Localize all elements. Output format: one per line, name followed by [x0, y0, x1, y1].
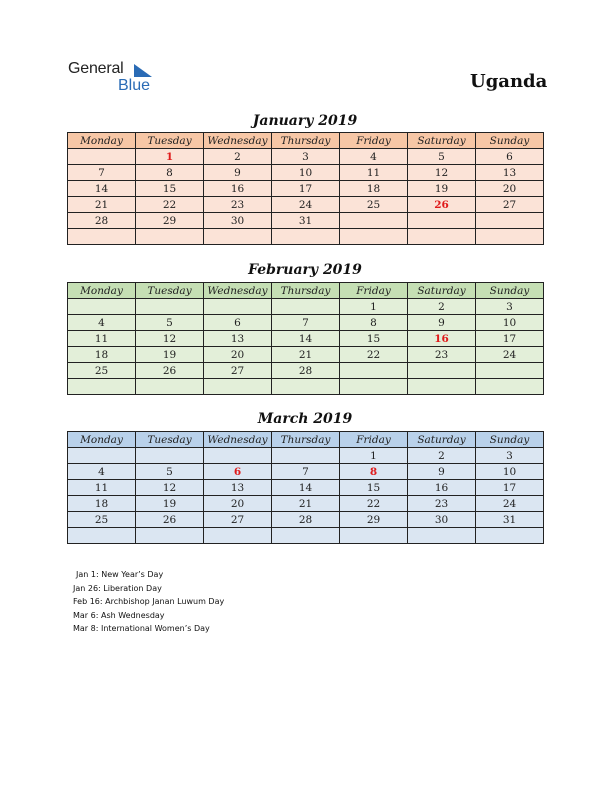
empty-cell [340, 363, 408, 379]
day-cell: 24 [476, 496, 544, 512]
week-row [68, 528, 544, 544]
weekday-header: Wednesday [204, 133, 272, 149]
month-title-january: January 2019 [252, 113, 358, 129]
day-cell: 15 [340, 480, 408, 496]
empty-cell [68, 149, 136, 165]
week-row [68, 197, 544, 213]
day-cell: 7 [272, 464, 340, 480]
empty-cell [476, 528, 544, 544]
holiday-day-cell: 1 [136, 149, 204, 165]
weekday-header: Tuesday [136, 133, 204, 149]
empty-cell [408, 379, 476, 395]
day-cell: 29 [340, 512, 408, 528]
weekday-header: Monday [68, 133, 136, 149]
day-cell: 22 [340, 496, 408, 512]
day-cell: 21 [68, 197, 136, 213]
empty-cell [68, 299, 136, 315]
day-cell: 1 [340, 299, 408, 315]
week-row [68, 149, 544, 165]
week-row [68, 480, 544, 496]
day-cell: 23 [408, 496, 476, 512]
day-cell: 1 [340, 448, 408, 464]
day-cell: 24 [272, 197, 340, 213]
day-cell: 13 [204, 480, 272, 496]
day-cell: 18 [68, 347, 136, 363]
month-title-march: March 2019 [257, 411, 353, 427]
day-cell: 6 [476, 149, 544, 165]
day-cell: 10 [272, 165, 340, 181]
day-cell: 27 [204, 363, 272, 379]
day-cell: 2 [408, 448, 476, 464]
day-cell: 24 [476, 347, 544, 363]
day-cell: 25 [68, 512, 136, 528]
weekday-header: Friday [340, 432, 408, 448]
empty-cell [408, 528, 476, 544]
weekday-header: Thursday [272, 283, 340, 299]
empty-cell [272, 379, 340, 395]
holiday-day-cell: 6 [204, 464, 272, 480]
day-cell: 5 [408, 149, 476, 165]
day-cell: 13 [204, 331, 272, 347]
holiday-item: Jan 26: Liberation Day [73, 583, 162, 593]
weekday-header: Saturday [408, 283, 476, 299]
day-cell: 19 [136, 496, 204, 512]
day-cell: 11 [68, 480, 136, 496]
day-cell: 21 [272, 347, 340, 363]
day-cell: 22 [136, 197, 204, 213]
day-cell: 15 [136, 181, 204, 197]
day-cell: 2 [408, 299, 476, 315]
empty-cell [204, 528, 272, 544]
weekday-header: Wednesday [204, 283, 272, 299]
weekday-header: Sunday [476, 432, 544, 448]
week-row [68, 464, 544, 480]
week-row [68, 229, 544, 245]
weekday-header: Tuesday [136, 283, 204, 299]
week-row [68, 299, 544, 315]
empty-cell [408, 229, 476, 245]
empty-cell [476, 213, 544, 229]
day-cell: 6 [204, 315, 272, 331]
calendar-january [67, 132, 544, 245]
holiday-day-cell: 26 [408, 197, 476, 213]
day-cell: 20 [204, 496, 272, 512]
day-cell: 14 [68, 181, 136, 197]
weekday-header: Friday [340, 283, 408, 299]
day-cell: 28 [272, 363, 340, 379]
empty-cell [476, 229, 544, 245]
holiday-item: Mar 6: Ash Wednesday [73, 610, 165, 620]
day-cell: 8 [340, 315, 408, 331]
day-cell: 30 [204, 213, 272, 229]
calendar-march [67, 431, 544, 544]
holiday-list [73, 568, 224, 636]
logo-text-general: General [68, 60, 124, 77]
weekday-header: Saturday [408, 133, 476, 149]
weekday-header-row [68, 283, 544, 299]
empty-cell [204, 448, 272, 464]
day-cell: 4 [68, 315, 136, 331]
empty-cell [136, 299, 204, 315]
day-cell: 3 [476, 448, 544, 464]
week-row [68, 363, 544, 379]
month-title-february: February 2019 [248, 262, 362, 278]
weekday-header: Tuesday [136, 432, 204, 448]
day-cell: 12 [136, 331, 204, 347]
day-cell: 20 [204, 347, 272, 363]
day-cell: 17 [476, 480, 544, 496]
country-title: Uganda [470, 71, 548, 92]
logo-triangle-icon [134, 64, 152, 77]
day-cell: 10 [476, 464, 544, 480]
week-row [68, 379, 544, 395]
day-cell: 29 [136, 213, 204, 229]
day-cell: 11 [68, 331, 136, 347]
empty-cell [136, 528, 204, 544]
empty-cell [272, 299, 340, 315]
weekday-header-row [68, 133, 544, 149]
empty-cell [476, 379, 544, 395]
day-cell: 4 [68, 464, 136, 480]
day-cell: 20 [476, 181, 544, 197]
day-cell: 28 [272, 512, 340, 528]
empty-cell [204, 379, 272, 395]
week-row [68, 512, 544, 528]
weekday-header: Thursday [272, 133, 340, 149]
empty-cell [68, 379, 136, 395]
day-cell: 18 [68, 496, 136, 512]
day-cell: 31 [272, 213, 340, 229]
day-cell: 19 [136, 347, 204, 363]
day-cell: 17 [476, 331, 544, 347]
holiday-item: Feb 16: Archbishop Janan Luwum Day [73, 597, 225, 606]
day-cell: 25 [340, 197, 408, 213]
empty-cell [136, 229, 204, 245]
day-cell: 13 [476, 165, 544, 181]
day-cell: 21 [272, 496, 340, 512]
weekday-header: Monday [68, 432, 136, 448]
empty-cell [408, 363, 476, 379]
week-row [68, 213, 544, 229]
empty-cell [272, 229, 340, 245]
day-cell: 27 [204, 512, 272, 528]
empty-cell [272, 448, 340, 464]
empty-cell [136, 379, 204, 395]
day-cell: 26 [136, 512, 204, 528]
day-cell: 18 [340, 181, 408, 197]
empty-cell [340, 528, 408, 544]
day-cell: 23 [408, 347, 476, 363]
day-cell: 3 [476, 299, 544, 315]
day-cell: 3 [272, 149, 340, 165]
weekday-header: Thursday [272, 432, 340, 448]
day-cell: 22 [340, 347, 408, 363]
day-cell: 12 [136, 480, 204, 496]
empty-cell [204, 299, 272, 315]
weekday-header: Sunday [476, 133, 544, 149]
weekday-header: Wednesday [204, 432, 272, 448]
day-cell: 5 [136, 315, 204, 331]
empty-cell [272, 528, 340, 544]
day-cell: 15 [340, 331, 408, 347]
empty-cell [340, 379, 408, 395]
week-row [68, 331, 544, 347]
day-cell: 26 [136, 363, 204, 379]
empty-cell [408, 213, 476, 229]
day-cell: 4 [340, 149, 408, 165]
holiday-day-cell: 16 [408, 331, 476, 347]
logo-text-blue: Blue [118, 77, 151, 94]
week-row [68, 347, 544, 363]
empty-cell [340, 229, 408, 245]
weekday-header: Monday [68, 283, 136, 299]
day-cell: 10 [476, 315, 544, 331]
empty-cell [68, 448, 136, 464]
week-row [68, 165, 544, 181]
empty-cell [68, 528, 136, 544]
empty-cell [136, 448, 204, 464]
day-cell: 11 [340, 165, 408, 181]
generalblue-logo [68, 60, 158, 96]
empty-cell [476, 363, 544, 379]
day-cell: 27 [476, 197, 544, 213]
day-cell: 23 [204, 197, 272, 213]
week-row [68, 448, 544, 464]
day-cell: 12 [408, 165, 476, 181]
weekday-header: Friday [340, 133, 408, 149]
day-cell: 16 [408, 480, 476, 496]
day-cell: 19 [408, 181, 476, 197]
holiday-item: Mar 8: International Women’s Day [73, 624, 210, 633]
holiday-day-cell: 8 [340, 464, 408, 480]
calendar-february [67, 282, 544, 395]
weekday-header: Sunday [476, 283, 544, 299]
day-cell: 9 [408, 464, 476, 480]
day-cell: 9 [204, 165, 272, 181]
day-cell: 9 [408, 315, 476, 331]
day-cell: 31 [476, 512, 544, 528]
day-cell: 25 [68, 363, 136, 379]
day-cell: 8 [136, 165, 204, 181]
day-cell: 14 [272, 331, 340, 347]
week-row [68, 496, 544, 512]
day-cell: 7 [68, 165, 136, 181]
empty-cell [68, 229, 136, 245]
weekday-header-row [68, 432, 544, 448]
week-row [68, 315, 544, 331]
empty-cell [340, 213, 408, 229]
day-cell: 14 [272, 480, 340, 496]
day-cell: 16 [204, 181, 272, 197]
day-cell: 30 [408, 512, 476, 528]
week-row [68, 181, 544, 197]
day-cell: 5 [136, 464, 204, 480]
weekday-header: Saturday [408, 432, 476, 448]
empty-cell [204, 229, 272, 245]
day-cell: 2 [204, 149, 272, 165]
day-cell: 17 [272, 181, 340, 197]
holiday-item: Jan 1: New Year’s Day [76, 570, 164, 579]
day-cell: 28 [68, 213, 136, 229]
day-cell: 7 [272, 315, 340, 331]
